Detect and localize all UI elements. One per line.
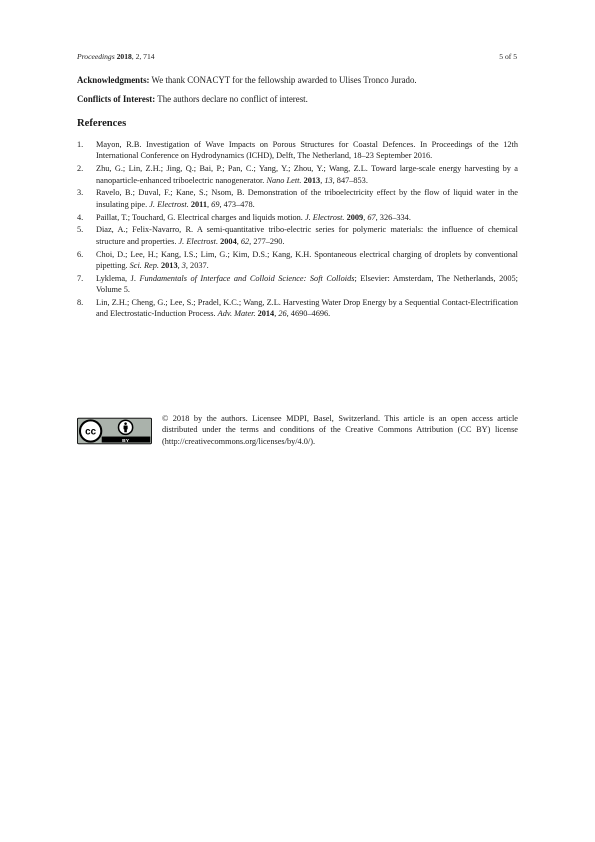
reference-text (96, 249, 518, 272)
reference-item (77, 163, 518, 186)
reference-number: 1. (77, 140, 84, 149)
reference-italic-part: Fundamentals of Interface and Colloid Science: Soft Colloids (139, 273, 355, 283)
reference-italic-part: 3 (181, 261, 186, 271)
reference-text-part: Paillat, T.; Touchard, G. Electrical charges and liquids motion. (96, 212, 305, 222)
acknowledgments-label: Acknowledgments: (77, 75, 150, 85)
reference-italic-part: 26 (278, 309, 287, 319)
reference-text-part: ; Elsevier: Amsterdam, The Netherlands, 2005; Volume 5. (96, 273, 518, 295)
reference-bold-part: 2013 (161, 261, 178, 271)
reference-text-part: Zhu, G.; Lin, Z.H.; Jing, Q.; Bai, P.; Pan, C.; Yang, Y.; Zhou, Y.; Wang, Z.L. Toward large-scale energy harvesting by a nanoparticle-enhanced triboelectric nanogenerator. (96, 164, 518, 185)
reference-number: 4. (77, 212, 84, 222)
reference-item (77, 187, 518, 210)
reference-number: 8. (77, 298, 84, 308)
reference-text-part: Choi, D.; Lee, H.; Kang, I.S.; Lim, G.; Kim, D.S.; Kang, K.H. Spontaneous electrical charging of droplets by conventional pipetting. (96, 249, 518, 271)
running-header (77, 52, 517, 61)
reference-text (96, 297, 518, 320)
reference-italic-part: 67 (367, 212, 376, 222)
reference-text-part: , (320, 175, 325, 185)
reference-text-part: , 4690–4696. (286, 309, 331, 319)
license-block (77, 413, 518, 447)
reference-text-part: Lyklema, J. (96, 273, 140, 283)
reference-item (77, 139, 518, 162)
reference-text-part: , (177, 261, 182, 271)
reference-text (96, 224, 518, 247)
reference-text-part: Mayon, R.B. Investigation of Wave Impacts on Porous Structures for Coastal Defences. In Proceedings of the 12th International Conference on Hydrodynamics (ICHD), Delft, The Netherland, 18–23 September 2016. (96, 140, 518, 161)
reference-text-part: , 2037. (185, 261, 209, 271)
references-heading: References (77, 118, 127, 129)
reference-text-part: Diaz, A.; Felix-Navarro, R. A semi-quantitative tribo-electric series for polymeric materials: the influence of chemical structure and properties. (96, 225, 518, 246)
cc-label: cc (85, 426, 97, 438)
reference-text-part: , 847–853. (332, 175, 368, 185)
reference-text-part: , (274, 309, 279, 319)
reference-text (96, 273, 518, 296)
reference-italic-part: 13 (324, 175, 333, 185)
reference-number: 5. (77, 225, 84, 235)
reference-bold-part: 2009 (346, 212, 364, 222)
journal-year: 2018 (116, 52, 132, 61)
reference-italic-part: 69 (211, 199, 220, 209)
reference-italic-part: Sci. Rep. (129, 261, 159, 271)
reference-item (77, 273, 518, 296)
acknowledgments-text: We thank CONACYT for the fellowship awarded to Ulises Tronco Jurado. (149, 75, 417, 85)
journal-volume: , 2, 714 (131, 52, 155, 61)
license-text: © 2018 by the authors. Licensee MDPI, Basel, Switzerland. This article is an open access article distributed under the terms and conditions of the Creative Commons Attribution (CC BY) license (http://creativecommons.org/licenses/by/4.0/). (162, 414, 518, 446)
reference-bold-part: 2014 (257, 309, 275, 319)
reference-text-part: , (363, 212, 368, 222)
reference-text-part: Ravelo, B.; Duval, F.; Kane, S.; Nsom, B. Demonstration of the triboelectricity effect by the flow of liquid water in the insulating pipe. (96, 188, 518, 209)
conflicts-label: Conflicts of Interest: (77, 94, 156, 104)
reference-text-part: Lin, Z.H.; Cheng, G.; Lee, S.; Pradel, K.C.; Wang, Z.L. Harvesting Water Drop Energy by a Sequential Contact-Electrification and Electrostatic-Induction Process. (96, 298, 518, 319)
reference-number: 3. (77, 188, 84, 198)
reference-item (77, 212, 518, 223)
acknowledgments (77, 75, 517, 87)
reference-text (96, 139, 518, 162)
reference-text-part: , 277–290. (249, 236, 285, 246)
journal-name: Proceedings (77, 52, 115, 61)
reference-italic-part: Nano Lett. (266, 175, 302, 185)
reference-text (96, 212, 518, 223)
reference-italic-part: J. Electrost. (149, 199, 189, 209)
reference-text (96, 187, 518, 210)
reference-text-part: , 473–478. (219, 199, 255, 209)
conflicts-text: The authors declare no conflict of interest. (155, 94, 308, 104)
reference-italic-part: Adv. Mater. (217, 309, 256, 319)
reference-item (77, 249, 518, 272)
reference-text-part: , (207, 199, 212, 209)
reference-italic-part: J. Electrost. (304, 212, 345, 222)
reference-bold-part: 2011 (190, 199, 208, 209)
cc-by-license-icon[interactable] (77, 416, 152, 446)
reference-number: 7. (77, 273, 84, 283)
reference-text-part: , (236, 236, 241, 246)
reference-text (96, 163, 518, 186)
reference-number: 6. (77, 249, 84, 259)
by-label: BY (122, 438, 130, 444)
references-list (77, 139, 518, 321)
reference-bold-part: 2004 (220, 236, 237, 246)
reference-bold-part: 2013 (303, 175, 321, 185)
reference-italic-part: 62 (240, 236, 250, 246)
reference-text-part: , 326–334. (375, 212, 411, 222)
page-number: 5 of 5 (499, 52, 517, 61)
reference-item (77, 224, 518, 247)
journal-citation (77, 52, 155, 61)
reference-italic-part: J. Electrost. (178, 236, 219, 246)
conflicts-of-interest (77, 94, 517, 106)
reference-number: 2. (77, 164, 84, 174)
reference-item (77, 297, 518, 320)
